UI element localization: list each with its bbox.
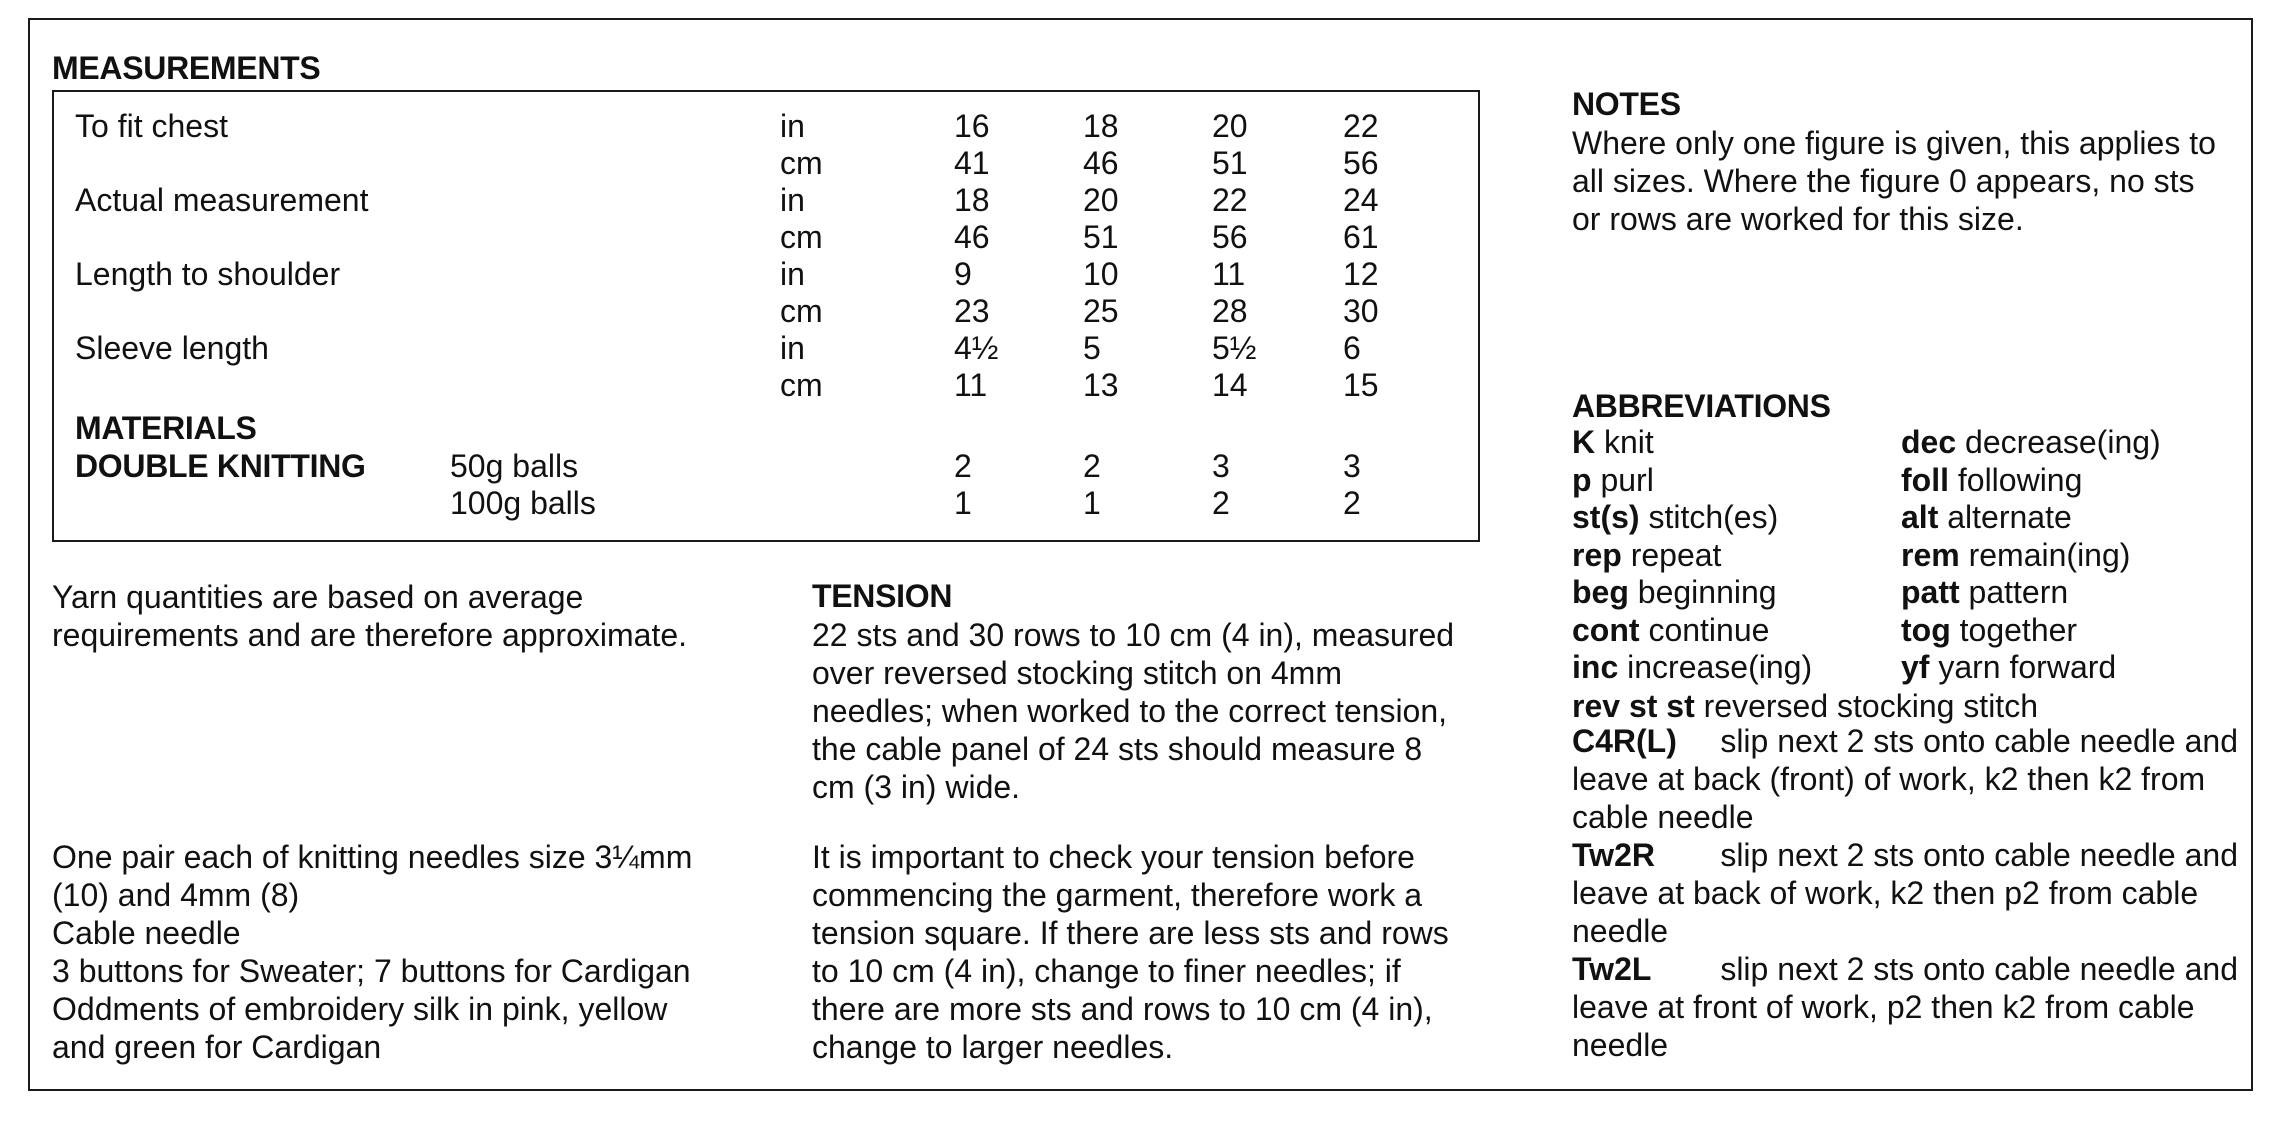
measurement-label: To fit chest xyxy=(75,108,228,144)
tension-paragraph-1: 22 sts and 30 rows to 10 cm (4 in), measured over reversed stocking stitch on 4mm needles; when worked to the correct tension, the cable panel of 24 sts should measure 8 cm (3 in) wide. xyxy=(812,617,1455,805)
measurement-unit: in xyxy=(780,330,805,366)
measurement-value: 20 xyxy=(1212,108,1248,144)
measurement-label: Sleeve length xyxy=(75,330,269,366)
abbreviation-entry xyxy=(1901,649,2116,686)
measurement-value: 46 xyxy=(1083,145,1119,181)
abbreviation-meaning: following xyxy=(1957,461,2083,498)
measurement-value: 20 xyxy=(1083,182,1119,218)
measurement-value: 61 xyxy=(1343,219,1379,255)
measurement-value: 5½ xyxy=(1212,330,1257,366)
measurements-heading: MEASUREMENTS xyxy=(52,50,321,86)
abbreviation-term: K xyxy=(1572,424,1596,460)
measurement-unit: cm xyxy=(780,219,823,255)
yarn-ball-count: 1 xyxy=(1083,485,1101,521)
measurement-unit: cm xyxy=(780,293,823,329)
yarn-ball-count: 3 xyxy=(1343,448,1361,484)
measurement-value: 30 xyxy=(1343,293,1379,329)
abbreviation-meaning: remain(ing) xyxy=(1968,536,2131,573)
abbreviation-entry xyxy=(1572,424,1654,461)
measurement-value: 18 xyxy=(1083,108,1119,144)
measurement-value: 25 xyxy=(1083,293,1119,329)
measurement-unit: cm xyxy=(780,145,823,181)
abbreviation-term: dec xyxy=(1901,424,1957,460)
abbreviation-meaning: decrease(ing) xyxy=(1965,424,2161,460)
measurement-value: 11 xyxy=(954,367,988,403)
abbr-rev-st-st: rev st st reversed stocking stitch xyxy=(1572,688,2038,724)
abbreviation-meaning: yarn forward xyxy=(1938,649,2117,685)
yarn-ball-label: 50g balls xyxy=(450,448,579,484)
abbreviation-meaning: increase(ing) xyxy=(1627,649,1813,685)
abbreviation-entry xyxy=(1572,574,1777,611)
yarn-ball-count: 1 xyxy=(954,485,972,521)
abbreviation-meaning: repeat xyxy=(1630,536,1722,573)
abbreviation-meaning: beginning xyxy=(1637,574,1777,610)
abbreviation-entry xyxy=(1572,537,1721,574)
abbreviation-term: p xyxy=(1572,461,1592,498)
yarn-note: Yarn quantities are based on average requirements and are therefore approximate. xyxy=(52,579,688,653)
abbreviation-entry xyxy=(1901,574,2068,611)
measurement-value: 16 xyxy=(954,108,990,144)
measurement-value: 22 xyxy=(1212,182,1248,218)
abbreviation-meaning: alternate xyxy=(1947,499,2072,535)
measurement-value: 13 xyxy=(1083,367,1119,403)
measurement-value: 56 xyxy=(1343,145,1379,181)
notes-heading: NOTES xyxy=(1572,86,1681,122)
measurement-value: 23 xyxy=(954,293,990,329)
abbreviation-meaning: stitch(es) xyxy=(1648,499,1779,535)
abbr-c4rl: C4R(L) slip next 2 sts onto cable needle and leave at back (front) of work, k2 then k2 from cable needle xyxy=(1572,723,2238,835)
measurement-unit: in xyxy=(780,182,805,218)
abbreviation-term: st(s) xyxy=(1572,499,1640,535)
measurement-value: 4½ xyxy=(954,330,999,366)
measurement-unit: in xyxy=(780,108,805,144)
measurement-label: Length to shoulder xyxy=(75,256,341,292)
abbreviation-term: foll xyxy=(1901,461,1949,498)
measurement-unit: cm xyxy=(780,367,823,403)
tension-paragraph-2: It is important to check your tension before commencing the garment, therefore work a tension square. If there are less sts and rows to 10 cm (4 in), change to finer needles; if there are more sts and rows to 10 cm (4 in), change to larger needles. xyxy=(812,839,1449,1065)
abbreviations-heading: ABBREVIATIONS xyxy=(1572,388,1831,424)
abbreviation-term: tog xyxy=(1901,611,1951,648)
abbreviation-term: yf xyxy=(1901,649,1930,685)
measurement-value: 22 xyxy=(1343,108,1379,144)
yarn-ball-count: 2 xyxy=(1343,485,1361,521)
abbreviation-entry xyxy=(1572,499,1778,536)
measurement-label: Actual measurement xyxy=(75,182,369,218)
abbreviation-entry xyxy=(1572,462,1654,499)
equipment-list: One pair each of knitting needles size 3¼mm (10) and 4mm (8) Cable needle 3 buttons for Sweater; 7 buttons for Cardigan Oddments of embroidery silk in pink, yellow and green for Cardigan xyxy=(52,839,693,1065)
abbr-tw2r: Tw2R slip next 2 sts onto cable needle and leave at back of work, k2 then p2 from cable needle xyxy=(1572,837,2238,949)
measurement-value: 6 xyxy=(1343,330,1361,366)
abbreviation-entry xyxy=(1901,537,2130,574)
abbreviation-term: patt xyxy=(1901,574,1960,610)
abbreviation-meaning: purl xyxy=(1600,461,1654,498)
yarn-type-heading: DOUBLE KNITTING xyxy=(75,448,366,484)
tension-heading: TENSION xyxy=(812,578,953,614)
measurement-value: 56 xyxy=(1212,219,1248,255)
yarn-ball-count: 2 xyxy=(954,448,972,484)
abbr-tw2l: Tw2L slip next 2 sts onto cable needle and leave at front of work, p2 then k2 from cable needle xyxy=(1572,951,2238,1063)
abbreviation-term: rem xyxy=(1901,536,1960,573)
measurement-value: 9 xyxy=(954,256,972,292)
notes-text: Where only one figure is given, this applies to all sizes. Where the figure 0 appears, no sts or rows are worked for this size. xyxy=(1572,125,2216,237)
measurement-value: 46 xyxy=(954,219,990,255)
abbreviation-entry xyxy=(1572,649,1812,686)
measurement-value: 12 xyxy=(1343,256,1379,292)
abbreviation-entry xyxy=(1901,462,2082,499)
abbreviation-entry xyxy=(1901,424,2161,461)
materials-heading: MATERIALS xyxy=(75,410,257,446)
measurement-value: 41 xyxy=(954,145,990,181)
yarn-ball-count: 2 xyxy=(1212,485,1230,521)
abbreviation-meaning: together xyxy=(1959,611,2078,648)
abbreviation-term: cont xyxy=(1572,611,1640,648)
measurement-unit: in xyxy=(780,256,805,292)
yarn-ball-label: 100g balls xyxy=(450,485,596,521)
abbreviation-meaning: pattern xyxy=(1968,574,2069,610)
measurement-value: 51 xyxy=(1083,219,1119,255)
abbreviation-term: beg xyxy=(1572,574,1629,610)
measurement-value: 15 xyxy=(1343,367,1379,403)
abbreviation-entry xyxy=(1572,612,1769,649)
abbreviation-term: alt xyxy=(1901,499,1939,535)
yarn-ball-count: 2 xyxy=(1083,448,1101,484)
yarn-ball-count: 3 xyxy=(1212,448,1230,484)
measurement-value: 24 xyxy=(1343,182,1379,218)
abbreviation-entry xyxy=(1901,612,2077,649)
measurement-value: 14 xyxy=(1212,367,1248,403)
measurement-value: 11 xyxy=(1212,256,1246,292)
measurement-value: 5 xyxy=(1083,330,1101,366)
measurement-value: 28 xyxy=(1212,293,1248,329)
measurement-value: 18 xyxy=(954,182,990,218)
abbreviation-meaning: knit xyxy=(1604,424,1654,460)
abbreviation-term: rep xyxy=(1572,536,1622,573)
abbreviation-term: inc xyxy=(1572,649,1619,685)
abbreviation-meaning: continue xyxy=(1648,611,1770,648)
abbreviation-entry xyxy=(1901,499,2072,536)
measurement-value: 10 xyxy=(1083,256,1119,292)
measurement-value: 51 xyxy=(1212,145,1248,181)
